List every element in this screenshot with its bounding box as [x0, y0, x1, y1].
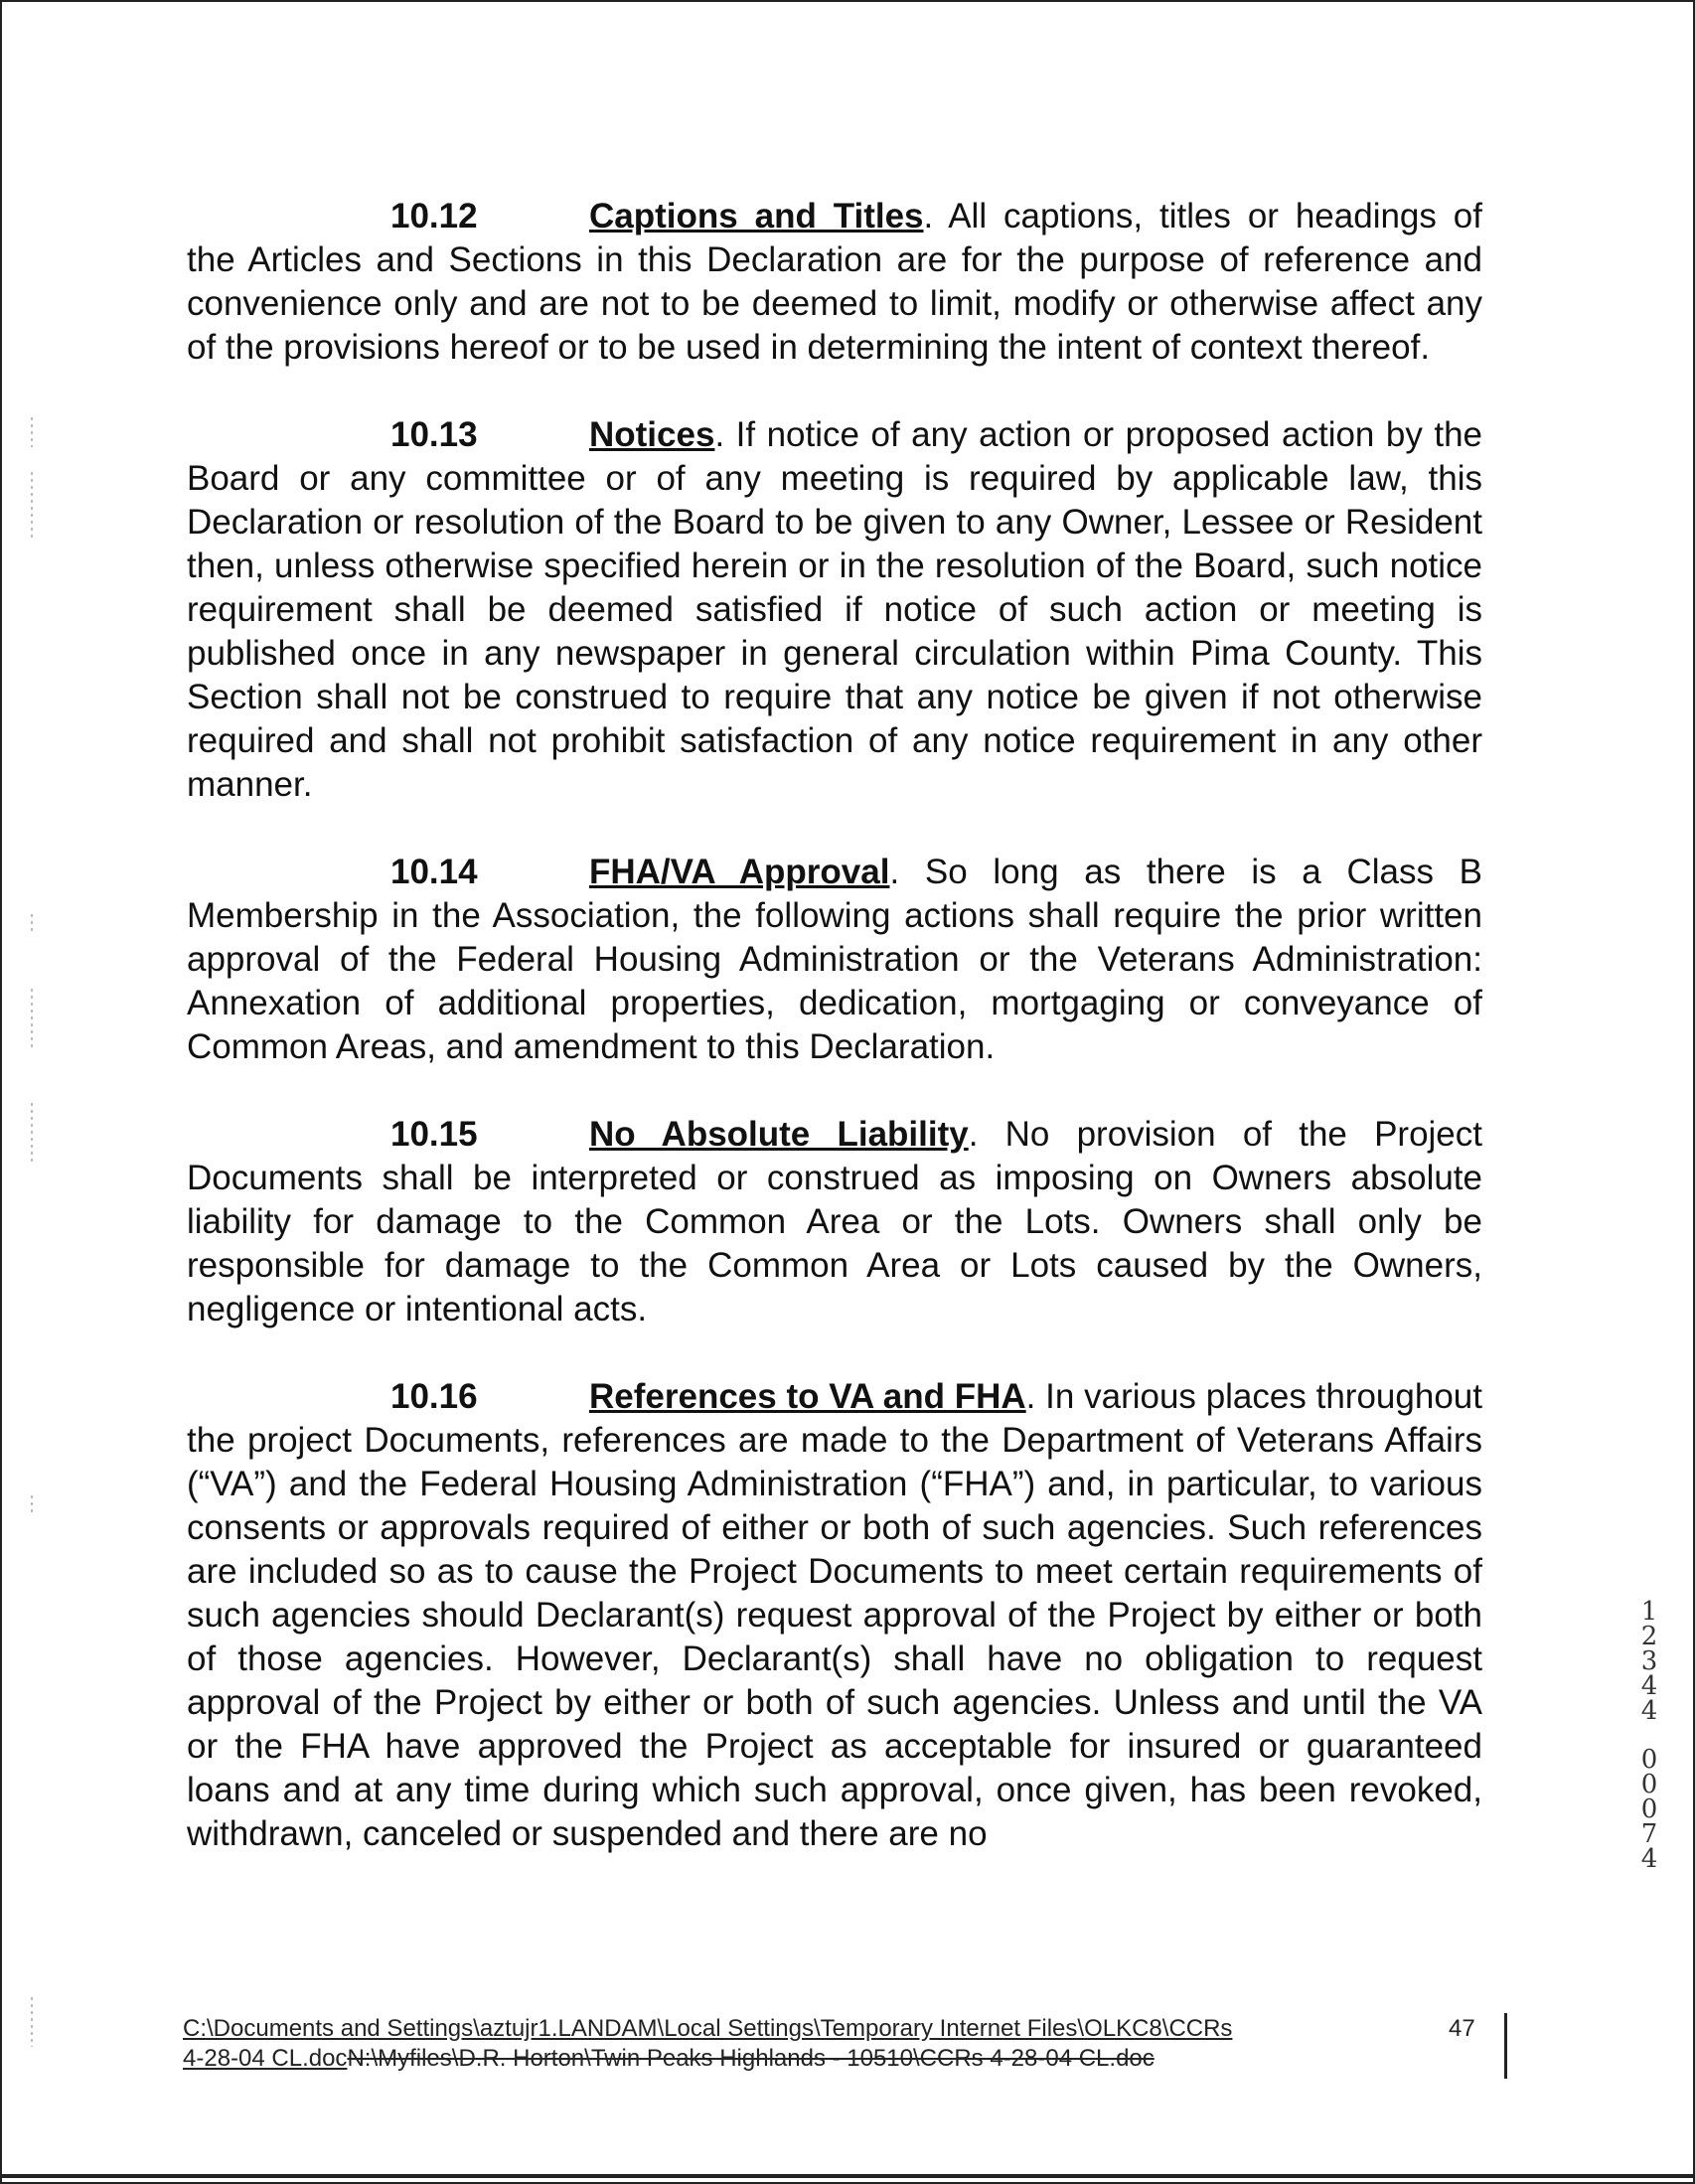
- section-body: All captions, titles or headings of the Articles and Sections in this Declaration are for the purpose of reference and convenience only and are not to be deemed to limit, modify or otherwise affect any of the provisions hereof or to be used in determining the intent of context thereof.: [187, 197, 1482, 367]
- section-body: So long as there is a Class B Membership in the Association, the following actions shall require the prior written approval of the Federal Housing Administration or the Veterans Administration: Annexation of additional properties, dedication, mortgaging or conveyance of Common Areas, and amendment to this Declaration.: [187, 853, 1483, 1066]
- section-title: References to VA and FHA: [589, 1377, 1026, 1416]
- section-title: Notices: [589, 415, 715, 454]
- section-body: If notice of any action or proposed action by the Board or any committee or of any meeting is required by applicable law, this Declaration or resolution of the Board to be given to any Owner, Lessee or Resident then, unless otherwise specified herein or in the resolution of the Board, such notice requirement shall be deemed satisfied if notice of such action or meeting is published once in any newspaper in general circulation within Pima County. This Section shall not be construed to require that any notice be given if not otherwise required and shall not prohibit satisfaction of any notice requirement in any other manner.: [187, 415, 1482, 804]
- section-10-15: 10.15 No Absolute Liability. No provision of the Project Documents shall be interpreted or construed as imposing on Owners absolute liability for damage to the Common Area or the Lots. Owners shall only be responsible for damage to the Common Area or Lots caused by the Owners, negligence or intentional acts.: [187, 1115, 1482, 1328]
- scan-mark: [31, 989, 33, 1048]
- scan-mark: [31, 472, 33, 542]
- stamp-digit: 0: [1640, 1794, 1658, 1824]
- scan-mark: [31, 914, 33, 934]
- section-number: 10.12: [390, 197, 478, 235]
- stamp-digit: 0: [1640, 1745, 1658, 1775]
- footer-path-filename: 4-28-04 CL.doc: [183, 2045, 348, 2072]
- scan-mark: [31, 1103, 33, 1163]
- stamp-digit: 0: [1640, 1770, 1658, 1799]
- section-10-13: 10.13 Notices. If notice of any action or proposed action by the Board or any committee or of any meeting is required by applicable law, this Declaration or resolution of the Board to be given to any Owner, Lessee or Resident then, unless otherwise specified herein or in the resolution of the Board, such notice requirement shall be deemed satisfied if notice of such action or meeting is published once in any newspaper in general circulation within Pima County. This Section shall not be construed to require that any notice be given if not otherwise required and shall not prohibit satisfaction of any notice requirement in any other manner.: [187, 415, 1482, 804]
- section-10-16: 10.16 References to VA and FHA. In various places throughout the project Documents, references are made to the Department of Veterans Affairs (“VA”) and the Federal Housing Administration (“FHA”) and, in particular, to various consents or approvals required of either or both of such agencies. Such references are included so as to cause the Project Documents to meet certain requirements of such agencies should Declarant(s) request approval of the Project by either or both of those agencies. However, Declarant(s) shall have no obligation to request approval of the Project by either or both of such agencies. Unless and until the VA or the FHA have approved the Project as acceptable for insured or guaranteed loans and at any time during which such approval, once given, has been revoked, withdrawn, canceled or suspended and there are no: [187, 1377, 1482, 1853]
- stamp-digit: 4: [1640, 1671, 1658, 1701]
- section-title: FHA/VA Approval: [589, 853, 890, 891]
- footer-path-deleted: N:\Myfiles\D.R. Horton\Twin Peaks Highlands - 10510\CCRs 4-28-04 CL.doc: [347, 2045, 1155, 2072]
- section-number: 10.15: [390, 1115, 478, 1154]
- stamp-digit: 2: [1640, 1622, 1658, 1651]
- stamp-digit: 3: [1640, 1646, 1658, 1676]
- scan-mark: [31, 1997, 33, 2047]
- stamp-digit: 4: [1640, 1844, 1658, 1874]
- section-number: 10.14: [390, 853, 478, 891]
- section-title: No Absolute Liability: [589, 1115, 969, 1154]
- footer-revision-bar: [1504, 2013, 1507, 2079]
- section-title: Captions and Titles: [589, 197, 924, 235]
- scan-mark: [31, 1495, 33, 1515]
- stamp-digit: 1: [1640, 1597, 1658, 1627]
- page-number: 47: [1449, 2015, 1475, 2042]
- document-footer: [183, 2014, 1514, 2074]
- bottom-rule: [0, 2174, 1695, 2178]
- stamp-digit: 4: [1640, 1696, 1658, 1726]
- section-number: 10.13: [390, 415, 478, 454]
- section-10-12: 10.12 Captions and Titles. All captions, titles or headings of the Articles and Sections in this Declaration are for the purpose of reference and convenience only and are not to be deemed to limit, modify or otherwise affect any of the provisions hereof or to be used in determining the intent of context thereof.: [187, 197, 1482, 367]
- stamp-digit: 7: [1640, 1819, 1658, 1849]
- footer-path-line2: [183, 2044, 1514, 2074]
- document-body: [187, 195, 1482, 1900]
- footer-path-line1: C:\Documents and Settings\aztujr1.LANDAM\Local Settings\Temporary Internet Files\OLKC8\CCRs: [183, 2015, 1233, 2042]
- recording-stamp: [1637, 1597, 1661, 1874]
- section-number: 10.16: [390, 1377, 478, 1416]
- scan-mark: [31, 417, 33, 447]
- section-body: No provision of the Project Documents shall be interpreted or construed as imposing on Owners absolute liability for damage to the Common Area or the Lots. Owners shall only be responsible for damage to the Common Area or Lots caused by the Owners, negligence or intentional acts.: [187, 1115, 1482, 1328]
- section-10-14: 10.14 FHA/VA Approval. So long as there is a Class B Membership in the Association, the following actions shall require the prior written approval of the Federal Housing Administration or the Veterans Administration: Annexation of additional properties, dedication, mortgaging or conveyance of Common Areas, and amendment to this Declaration.: [187, 853, 1483, 1066]
- section-body: In various places throughout the project Documents, references are made to the Department of Veterans Affairs (“VA”) and the Federal Housing Administration (“FHA”) and, in particular, to various consents or approvals required of either or both of such agencies. Such references are included so as to cause the Project Documents to meet certain requirements of such agencies should Declarant(s) request approval of the Project by either or both of those agencies. However, Declarant(s) shall have no obligation to request approval of the Project by either or both of such agencies. Unless and until the VA or the FHA have approved the Project as acceptable for insured or guaranteed loans and at any time during which such approval, once given, has been revoked, withdrawn, canceled or suspended and there are no: [187, 1377, 1482, 1853]
